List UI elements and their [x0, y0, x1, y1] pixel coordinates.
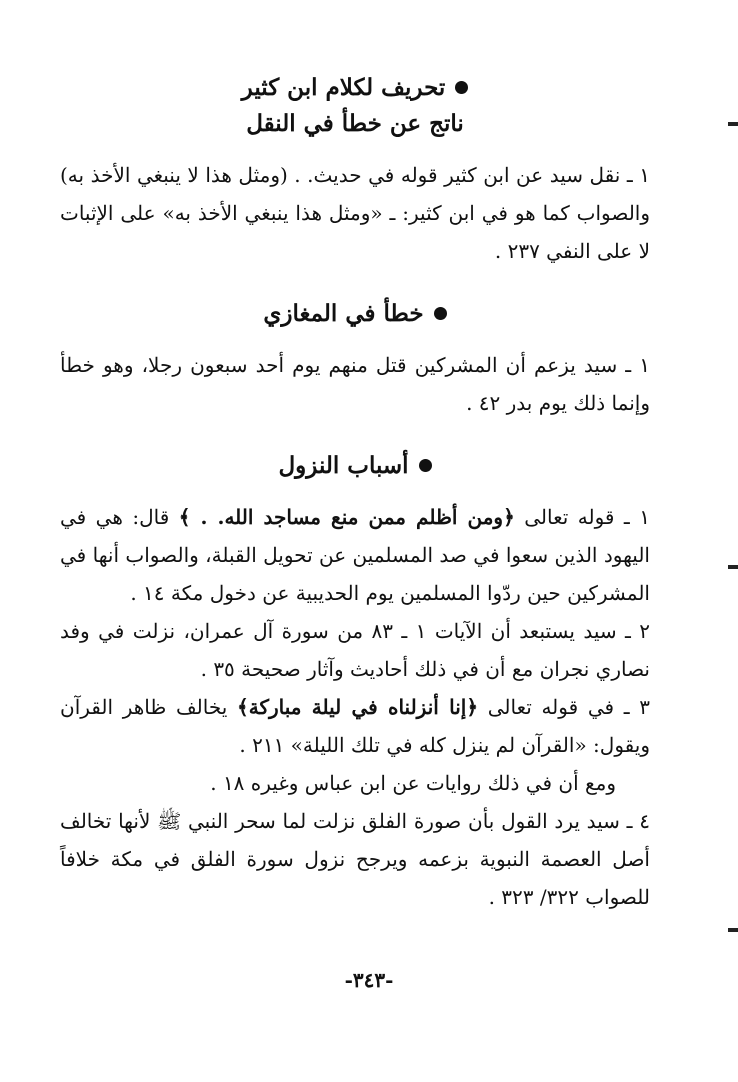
page-number: -٣٤٣-	[344, 968, 394, 992]
section-heading: تحريف لكلام ابن كثير	[60, 70, 650, 106]
section-heading: أسباب النزول	[60, 448, 650, 484]
margin-mark	[728, 122, 738, 126]
page-body	[60, 70, 650, 916]
list-item: ١ ـ قوله تعالى ﴿ومن أظلم ممن منع مساجد الله. . ﴾ قال: هي في اليهود الذين سعوا في صد المسلمين عن تحويل القبلة، والصواب أنها في المشركين حين ردّوا المسلمين يوم الحديبية عن دخول مكة ١٤ .	[60, 505, 650, 605]
section-subheading: ناتج عن خطأ في النقل	[246, 110, 464, 137]
bullet-icon	[419, 459, 432, 472]
margin-mark	[728, 928, 738, 932]
section-heading: خطأ في المغازي	[60, 296, 650, 332]
quran-quote: ﴿ومن أظلم ممن منع مساجد الله. . ﴾	[178, 505, 515, 529]
list-item: ٢ ـ سيد يستبعد أن الآيات ١ ـ ٨٣ من سورة آل عمران، نزلت في وفد نصاري نجران مع أن في ذلك أحاديث وآثار صحيحة ٣٥ .	[60, 619, 651, 681]
list-item: ١ ـ نقل سيد عن ابن كثير قوله في حديث. . (ومثل هذا لا ينبغي الأخذ به) والصواب كما هو في ابن كثير: ـ «ومثل هذا ينبغي الأخذ به» على الإثبات لا على النفي ٢٣٧ .	[60, 163, 650, 263]
list-item: ٤ ـ سيد يرد القول بأن صورة الفلق نزلت لما سحر النبي ﷺ لأنها تخالف أصل العصمة النبوية بزعمه ويرجح نزول سورة الفلق في مكة خلافاً للصواب ٣٢٢/ ٣٢٣ .	[60, 809, 650, 909]
bullet-icon	[455, 81, 468, 94]
margin-mark	[728, 565, 738, 569]
list-item-continuation: ومع أن في ذلك روايات عن ابن عباس وغيره ١٨ .	[210, 771, 616, 795]
list-item: ٣ ـ في قوله تعالى ﴿إنا أنزلناه في ليلة مباركة﴾ يخالف ظاهر القرآن ويقول: «القرآن لم ينزل كله في تلك الليلة» ٢١١ .	[60, 695, 650, 757]
quran-quote: ﴿إنا أنزلناه في ليلة مباركة﴾	[237, 695, 479, 719]
bullet-icon	[434, 307, 447, 320]
list-item: ١ ـ سيد يزعم أن المشركين قتل منهم يوم أحد سبعون رجلا، وهو خطأ وإنما ذلك يوم بدر ٤٢ .	[60, 353, 650, 415]
